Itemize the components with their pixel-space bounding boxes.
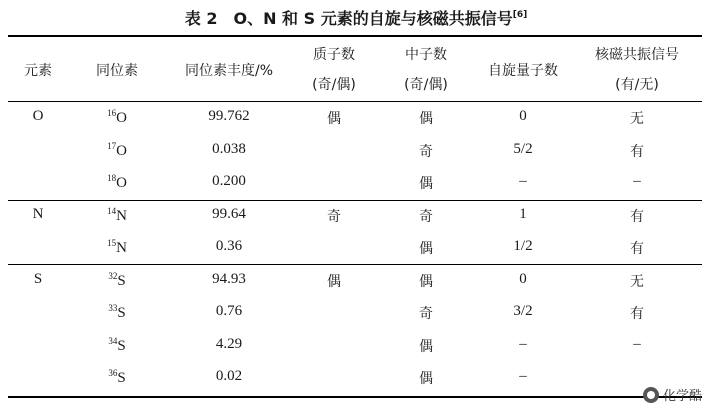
neutron-parity-cell: 奇	[419, 209, 433, 225]
isotope-cell	[108, 303, 125, 322]
neutron-parity-cell: 偶	[419, 371, 433, 387]
element-symbol: S	[117, 338, 126, 354]
spin-cell: 1	[519, 206, 527, 222]
nmr-cell: 无	[630, 111, 644, 127]
mass-number: 14	[107, 206, 117, 216]
spin-cell: 3/2	[513, 303, 533, 319]
element-symbol: N	[116, 240, 127, 256]
wechat-channel-icon	[643, 387, 659, 403]
table-title	[0, 6, 712, 29]
neutron-parity-cell: 偶	[419, 241, 433, 257]
proton-parity-cell: 偶	[327, 274, 341, 290]
mass-number: 34	[108, 336, 118, 346]
header-element: 元素	[24, 63, 52, 79]
spin-cell: –	[519, 336, 527, 352]
isotope-cell	[107, 173, 127, 192]
element-symbol: N	[116, 208, 127, 224]
spin-cell: 0	[519, 108, 527, 124]
element-symbol: S	[117, 370, 126, 386]
table-title-text: 表 2 O、N 和 S 元素的自旋与核磁共振信号	[184, 9, 513, 28]
header-proton-line1: 质子数	[313, 47, 355, 63]
header-nmr-line2: (有/无)	[615, 77, 659, 93]
isotope-cell	[107, 238, 127, 257]
mass-number: 18	[107, 173, 117, 183]
abundance-cell: 0.02	[215, 368, 243, 384]
mass-number: 32	[108, 271, 118, 281]
nmr-cell: –	[633, 173, 641, 189]
mass-number: 36	[108, 368, 118, 378]
group-divider	[8, 264, 702, 265]
proton-parity-cell: 奇	[327, 209, 341, 225]
abundance-cell: 99.64	[212, 206, 246, 222]
neutron-parity-cell: 奇	[419, 144, 433, 160]
top-rule	[8, 35, 702, 37]
nmr-cell: 无	[630, 274, 644, 290]
neutron-parity-cell: 偶	[419, 111, 433, 127]
abundance-cell: 0.038	[212, 141, 246, 157]
element-symbol: O	[116, 110, 127, 126]
header-neutron-line2: (奇/偶)	[404, 77, 448, 93]
neutron-parity-cell: 偶	[419, 339, 433, 355]
nmr-cell: 有	[630, 144, 644, 160]
table-title-ref: [6]	[512, 10, 528, 20]
abundance-cell: 99.762	[208, 108, 250, 124]
abundance-cell: 0.76	[215, 303, 243, 319]
isotope-cell	[107, 141, 127, 160]
nmr-cell: 有	[630, 306, 644, 322]
nmr-cell: 有	[630, 241, 644, 257]
bottom-rule	[8, 396, 702, 398]
isotope-cell	[108, 368, 125, 387]
neutron-parity-cell: 奇	[419, 306, 433, 322]
watermark	[643, 385, 702, 404]
isotope-cell	[107, 108, 127, 127]
element-symbol: S	[117, 305, 126, 321]
abundance-cell: 4.29	[215, 336, 243, 352]
element-cell: N	[32, 206, 44, 222]
nmr-cell: –	[633, 336, 641, 352]
header-isotope: 同位素	[96, 63, 138, 79]
mass-number: 17	[107, 141, 117, 151]
spin-cell: 0	[519, 271, 527, 287]
abundance-cell: 0.36	[215, 238, 243, 254]
header-rule	[8, 101, 702, 102]
nmr-cell: 有	[630, 209, 644, 225]
element-symbol: S	[117, 273, 126, 289]
isotope-cell	[108, 336, 125, 355]
neutron-parity-cell: 偶	[419, 274, 433, 290]
header-abundance: 同位素丰度/%	[184, 63, 274, 79]
element-cell: S	[33, 271, 43, 287]
group-divider	[8, 200, 702, 201]
header-nmr-line1: 核磁共振信号	[595, 47, 679, 63]
mass-number: 15	[107, 238, 117, 248]
abundance-cell: 94.93	[212, 271, 246, 287]
spin-cell: –	[519, 173, 527, 189]
spin-cell: 1/2	[513, 238, 533, 254]
proton-parity-cell: 偶	[327, 111, 341, 127]
header-neutron-line1: 中子数	[405, 47, 447, 63]
abundance-cell: 0.200	[212, 173, 246, 189]
header-proton-line2: (奇/偶)	[312, 77, 356, 93]
isotope-cell	[107, 206, 127, 225]
header-spin: 自旋量子数	[488, 63, 558, 79]
isotope-cell	[108, 271, 125, 290]
watermark-text: 化学酷	[662, 389, 702, 404]
mass-number: 33	[108, 303, 118, 313]
spin-cell: –	[519, 368, 527, 384]
element-symbol: O	[116, 175, 127, 191]
mass-number: 16	[107, 108, 117, 118]
spin-cell: 5/2	[513, 141, 533, 157]
neutron-parity-cell: 偶	[419, 176, 433, 192]
element-symbol: O	[116, 143, 127, 159]
element-cell: O	[32, 108, 44, 124]
